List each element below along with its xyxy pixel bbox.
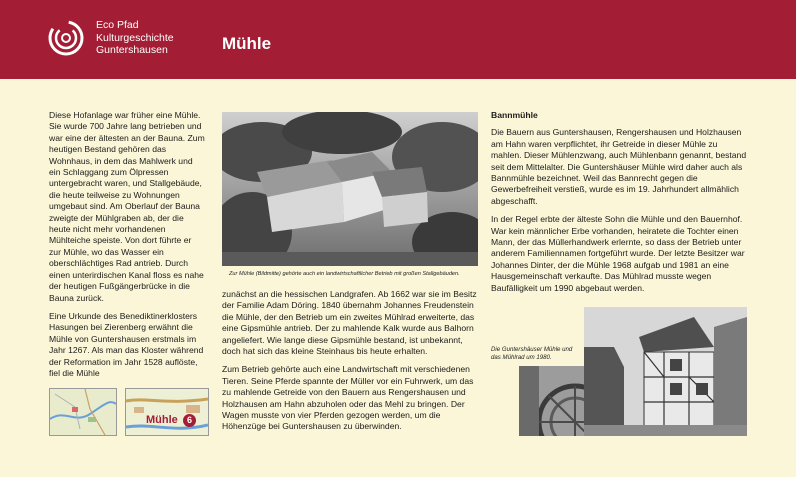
- brand-line-1: Eco Pfad: [96, 19, 139, 31]
- paragraph: Diese Hofanlage war früher eine Mühle. Sie wurde 700 Jahre lang betrieben und war eine der ältesten an der Bauna. Zum heutigen Bestand gehören das Wohnhaus, in dem das Mahlwerk und ein Schlaggang zum Ölpressen untergebracht waren, und Stallgebäude, die heute teilweise zu Wohnungen umgebaut sind. Am Oberlauf der Bauna zweigte der Mühlgraben ab, der die heute nicht mehr vorhandenen Mühlteiche speiste. Von dort führte er zur Mühle, wo das Wasser ein oberschlächtiges Rad antrieb. Durch einen unterirdischen Kanal floss es nahe der heutigen Fußgängerbrücke in die Bauna zurück.: [49, 110, 205, 303]
- wheel-caption: [491, 346, 581, 362]
- overview-map-image: [50, 389, 116, 435]
- map-location-label: Mühle: [146, 414, 178, 426]
- aerial-photo-image: [222, 112, 478, 266]
- mill-house-image: [584, 307, 747, 436]
- mill-house-photo: [584, 307, 747, 436]
- paragraph: In der Regel erbte der älteste Sohn die Mühle und den Bauernhof. War kein männlicher Erbe vorhanden, heiratete die Tochter einen Mann, der das Müllerhandwerk erlernte, so dass der Betrieb unter anderem Familiennamen fortgeführt wurde. Der letzte Besitzer war Johannes Dinter, der die Mühle 1968 aufgab und 1981 an eine Hausgemeinschaft verkaufte. Das Mühlrad musste wegen Baufälligkeit um 1990 abgebaut werden.: [491, 214, 745, 293]
- paragraph: Zum Betrieb gehörte auch eine Landwirtschaft mit verschiedenen Tieren. Seine Pferde spannte der Müller vor ein Fuhrwerk, um das zu mahlende Getreide von den Bauern aus Rengershausen und Holzhausen am Hahn abzuholen oder das Mehl zu bringen. Der Wagen musste von vier Pferden gezogen werden, um die Höhenzüge bei Guntershausen zu überwinden.: [222, 364, 474, 432]
- paragraph: zunächst an die hessischen Landgrafen. Ab 1662 war sie im Besitz der Familie Adam Döring. 1840 übernahm Johannes Freudenstein die Mühle, der den Betrieb um ein zweites Mühlrad erweiterte, das eine Gipsmühle antrieb. Der zu mahlende Kalk wurde aus Balhorn angeliefert. Wie lange diese Gipsmühle bestand, ist unbekannt, doch hat sich das kleine Steinhaus bis heute erhalten.: [222, 289, 477, 357]
- wheel-caption-line-1: Die Guntershäuser Mühle und: [491, 346, 573, 353]
- brand-line-2: Kulturgeschichte: [96, 31, 174, 44]
- header-bar: [0, 0, 796, 79]
- overview-map: [49, 388, 117, 436]
- paragraph: Eine Urkunde des Benediktinerklosters Hasungen bei Zierenberg erwähnt die Mühle von Guntershausen erstmals im Jahr 1267. Als man das Kloster während der Reformation im Jahr 1528 auflöste, fiel die Mühle: [49, 310, 204, 378]
- eco-pfad-logo-icon: [48, 20, 84, 56]
- map-location-number-badge: 6: [183, 414, 196, 427]
- page-title: Mühle: [222, 34, 272, 53]
- aerial-photo: [222, 112, 478, 266]
- column-2: [222, 289, 478, 440]
- section-heading: Bannmühle: [491, 110, 538, 120]
- column-1: [49, 110, 205, 386]
- paragraph: Die Bauern aus Guntershausen, Rengershausen und Holzhausen am Hahn waren verpflichtet, ihr Getreide in dieser Mühle zu mahlen. Dieser Mühlenzwang, auch Mühlenbann genannt, bestand seit dem Mittelalter. Die Guntershäuser Mühle wird daher auch als Bannmühle bezeichnet. Weil das Bannrecht gegen die Gewerbefreiheit verstieß, wurde es im 19. Jahrhundert allmählich abgeschafft.: [491, 127, 747, 206]
- brand-text: [96, 19, 174, 57]
- detail-map-image: [126, 389, 208, 435]
- brand-line-3: Guntershausen: [96, 44, 168, 56]
- detail-map: [125, 388, 209, 436]
- aerial-caption: Zur Mühle (Bildmitte) gehörte auch ein landwirtschaftlicher Betrieb mit großen Stallgebäuden.: [229, 271, 460, 277]
- column-3: [491, 110, 747, 301]
- wheel-caption-line-2: das Mühlrad um 1980.: [491, 354, 552, 361]
